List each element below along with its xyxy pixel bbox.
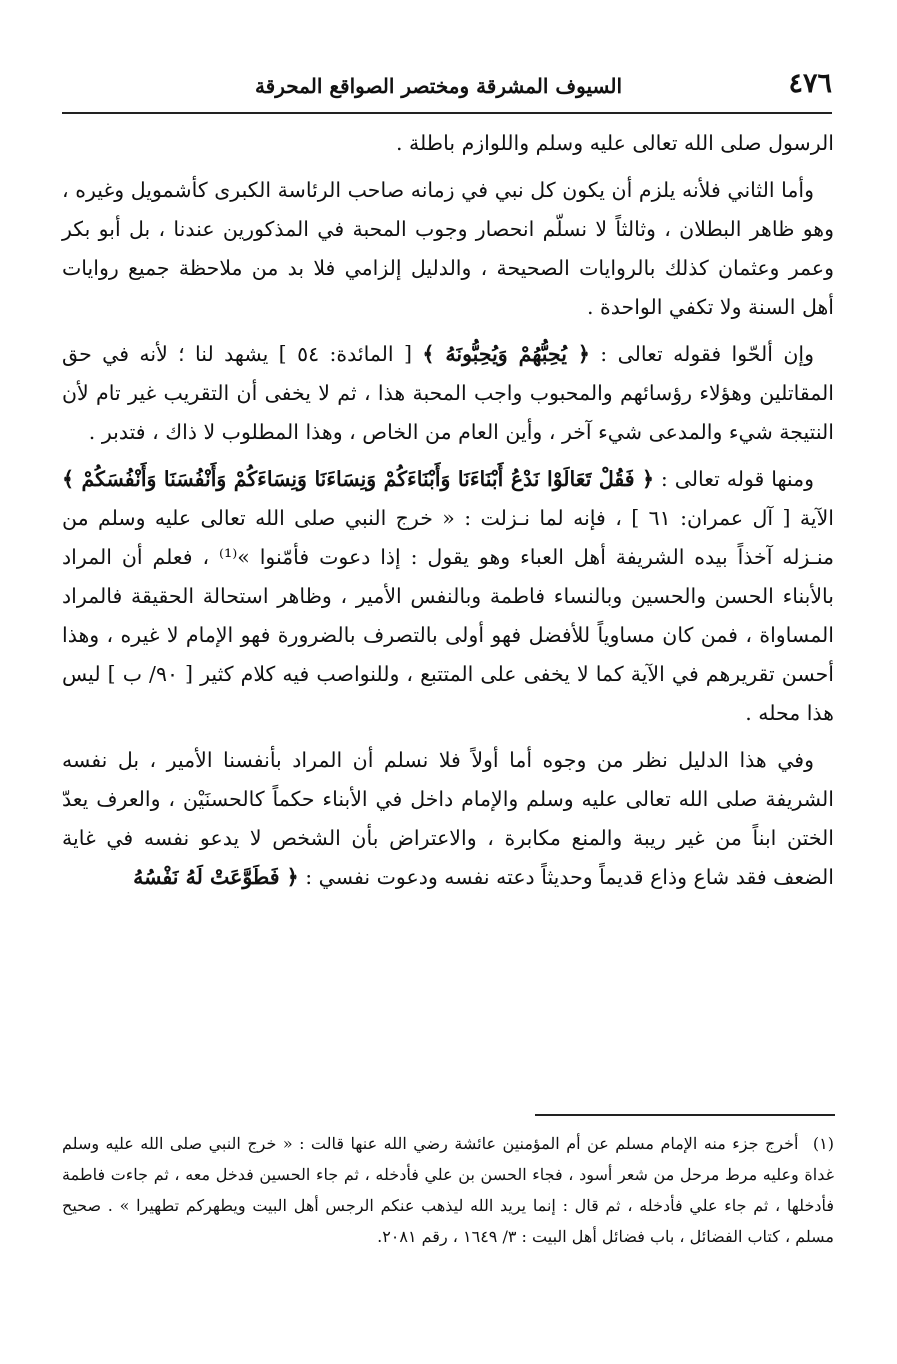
quran-verse: ﴿ فَقُلْ تَعَالَوْا نَدْعُ أَبْنَاءَنَا وَأَبْنَاءَكُمْ وَنِسَاءَنَا وَنِسَاءَكُمْ وَأَنْفُسَنَا وَأَنْفُسَكُمْ ﴾ — [62, 467, 655, 491]
paragraph — [62, 460, 834, 733]
paragraph — [62, 335, 834, 452]
paragraph-text: ومنها قوله تعالى : — [660, 467, 814, 491]
paragraph-text: الآية [ آل عمران: ٦١ ] ، فإنه لما نـزلت : « خرج النبي صلى الله تعالى عليه وسلم من منـزله آخذاً بيده الشريفة أهل العباء وهو يقول : إذا دعوت فأمّنوا »⁽¹⁾ ، فعلم أن المراد بالأبناء الحسن والحسين وبالنساء فاطمة وبالنفس الأمير ، وظاهر استحالة الحقيقة فالمراد المساواة ، فمن كان مساوياً للأفضل فهو أولى بالتصرف بالضرورة فهو الإمام لا غيره ، وهذا أحسن تقريرهم في الآية كما لا يخفى على المتتبع ، وللنواصب فيه كلام كثير [ ٩٠/ ب ] ليس هذا محله . — [62, 506, 834, 725]
header-divider — [62, 112, 832, 114]
quran-verse: ﴿ يُحِبُّهُمْ وَيُحِبُّونَهُ ﴾ — [422, 342, 590, 366]
footnote-marker: (١) — [812, 1134, 835, 1153]
running-title: السيوف المشرقة ومختصر الصواقع المحرقة — [254, 74, 622, 98]
paragraph-text: وفي هذا الدليل نظر من وجوه أما أولاً فلا نسلم أن المراد بأنفسنا الأمير ، بل نفسه الشريفة صلى الله تعالى عليه وسلم والإمام داخل في الأبناء حكماً كالحسنَيْن ، والعرف يعدّ الختن ابناً من غير ريبة والمنع مكابرة ، والاعتراض بأن الشخص لا يدعو نفسه في غاية الضعف فقد شاع وذاع قديماً وحديثاً دعته نفسه ودعوت نفسي : — [62, 748, 834, 889]
page-number: ٤٧٦ — [788, 68, 832, 99]
paragraph-text: وإن ألحّوا فقوله تعالى : — [600, 342, 814, 366]
footnote-text: أخرج جزء منه الإمام مسلم عن أم المؤمنين عائشة رضي الله عنها قالت : « خرج النبي صلى الله عليه وسلم غداة وعليه مرط مرحل من شعر أسود ، فجاء الحسن بن علي فأدخله ، ثم جاء الحسين فدخل معه ، ثم جاءت فاطمة فأدخلها ، ثم جاء علي فأدخله ، ثم قال : إنما يريد الله ليذهب عنكم الرجس أهل البيت ويطهركم تطهيرا » . صحيح مسلم ، كتاب الفضائل ، باب فضائل أهل البيت : ٣/ ١٦٤٩ ، رقم ٢٠٨١. — [62, 1134, 834, 1246]
page-header — [62, 62, 832, 112]
paragraph: الرسول صلى الله تعالى عليه وسلم واللوازم باطلة . — [396, 131, 834, 155]
quran-verse: ﴿ فَطَوَّعَتْ لَهُ نَفْسُهُ — [133, 865, 299, 889]
main-text — [62, 124, 834, 905]
footnote — [62, 1128, 834, 1252]
paragraph: وأما الثاني فلأنه يلزم أن يكون كل نبي في زمانه صاحب الرئاسة الكبرى كأشمويل وغيره ، وهو ظاهر البطلان ، وثالثاً لا نسلّم انحصار وجوب المحبة في المذكورين عندنا ، بل أبو بكر وعمر وعثمان كذلك بالروايات الصحيحة ، والدليل إلزامي فلا بد من ملاحظة جميع روايات أهل السنة ولا تكفي الواحدة . — [62, 178, 834, 319]
footnote-divider — [535, 1114, 835, 1116]
paragraph — [62, 741, 834, 897]
paragraph-text: [ المائدة: ٥٤ ] يشهد لنا ؛ لأنه في حق المقاتلين وهؤلاء رؤسائهم والمحبوب واجب المحبة هذا ، ثم لا يخفى أن التقريب غير تام لأن النتيجة شيء والمدعى شيء آخر ، وأين العام من الخاص ، وهذا المطلوب لا ذاك ، فتدبر . — [62, 342, 834, 444]
